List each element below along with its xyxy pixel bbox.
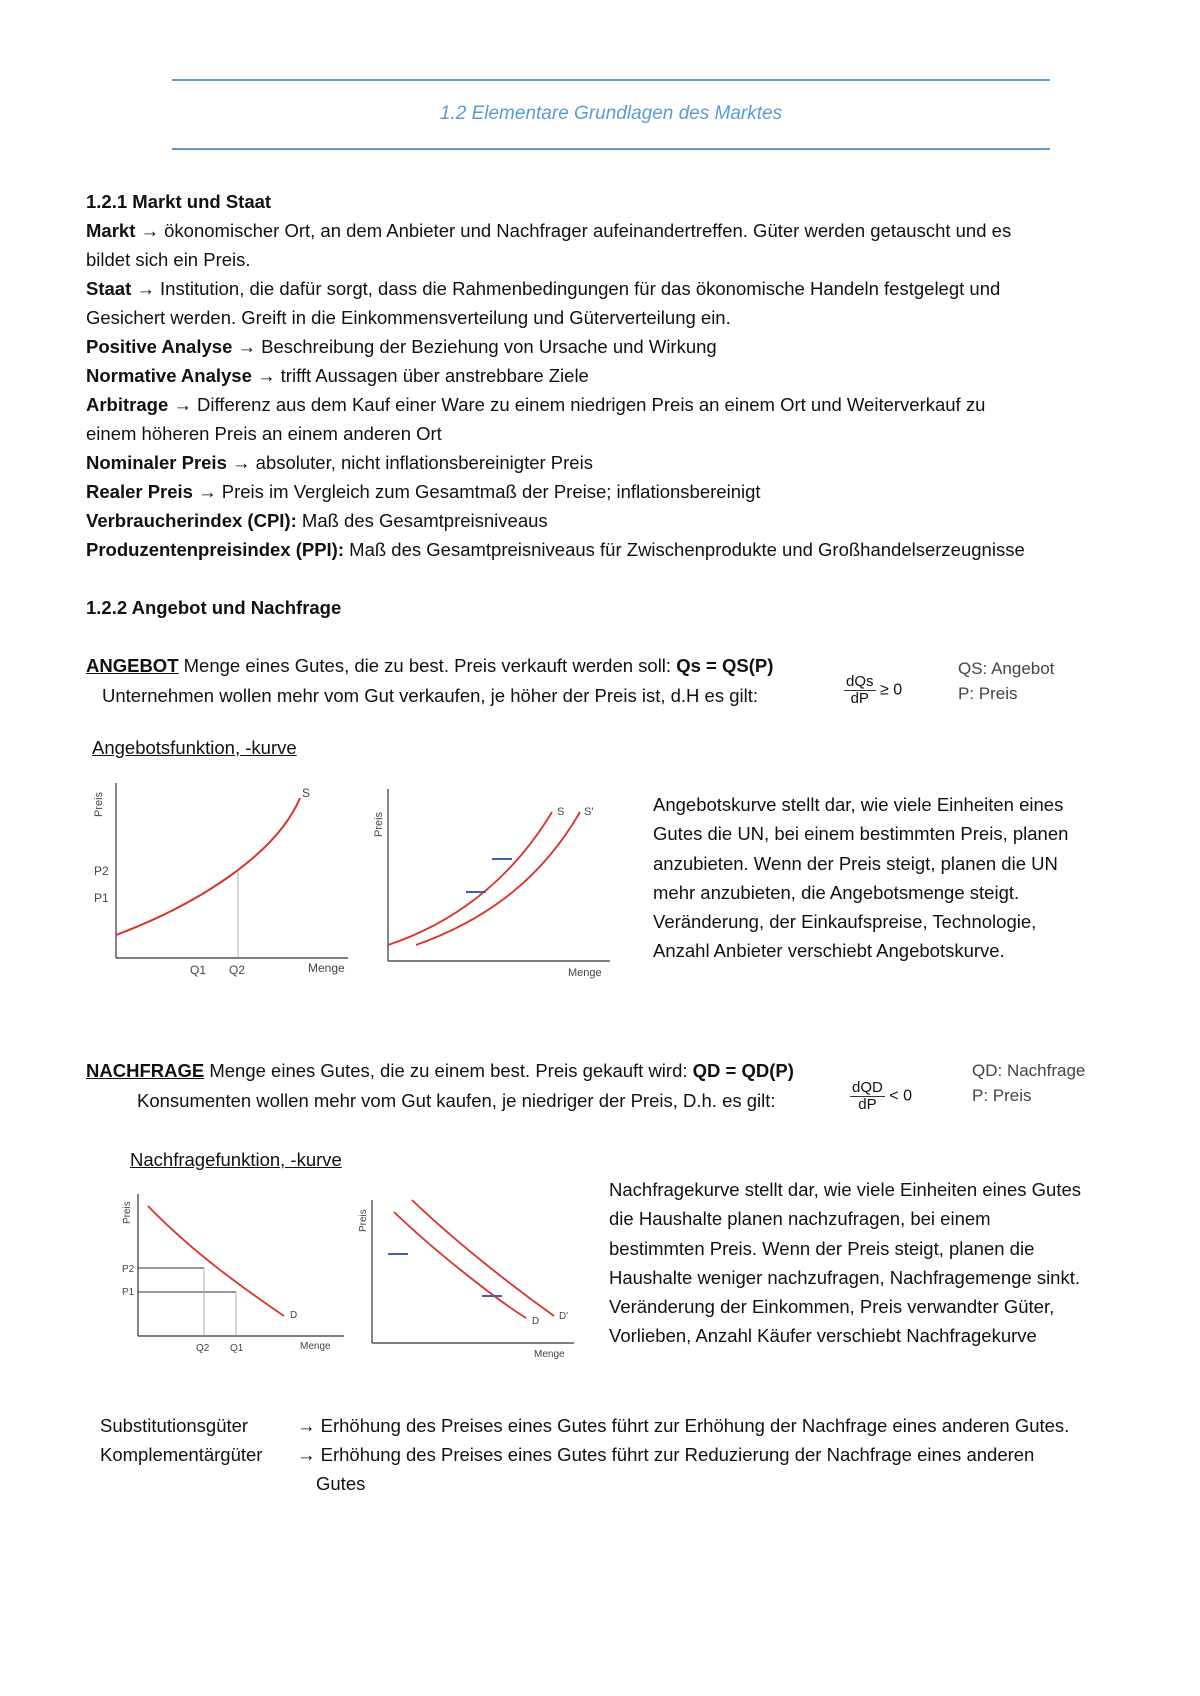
quantity-label-q2: Q2 [229,963,246,977]
term: Arbitrage [86,394,169,415]
arrow-icon: → [237,336,256,357]
curve-label-s: S [557,806,565,818]
definition-markt-cont: bildet sich ein Preis. [86,249,251,270]
description-line: Nachfragekurve stellt dar, wie viele Einheiten eines Gutes [609,1179,1082,1200]
price-label-p2: P2 [94,864,109,878]
demand-curve-d-prime [412,1200,554,1316]
nachfragefunktion-title: Nachfragefunktion, -kurve [130,1149,342,1170]
arrow-icon: → [232,452,251,473]
description-line: Anzahl Anbieter verschiebt Angebotskurve. [653,940,1005,962]
term: Nominaler Preis [86,452,227,473]
definition-ppi [86,539,1025,561]
y-axis-label: Preis [122,1201,133,1224]
curve-label-d: D [532,1316,540,1327]
y-axis-label: Preis [373,811,385,837]
substitutionsgueter-definition [297,1415,1069,1437]
fraction-numerator: dQs [846,673,874,690]
nachfrage-rule: Konsumenten wollen mehr vom Gut kaufen, je niedriger der Preis, D.h. es gilt: [137,1090,776,1111]
relation: < 0 [889,1087,912,1105]
definition-text: Maß des Gesamtpreisniveaus [301,510,548,531]
demand-curve-d [394,1212,526,1318]
description-line: Veränderung, der Einkaufspreise, Technologie, [653,911,1037,933]
y-axis-label: Preis [93,791,105,817]
definition-text: trifft Aussagen über anstrebbare Ziele [280,365,589,386]
definition-markt [86,220,1011,242]
definition-text: Erhöhung des Preises eines Gutes führt zur Erhöhung der Nachfrage eines anderen Gutes. [320,1415,1070,1436]
legend-quantity: QD: Nachfrage [972,1061,1086,1080]
definition-arbitrage [86,394,985,416]
quantity-label-q1: Q1 [230,1343,244,1354]
angebot-definition [86,655,773,677]
description-line: Gutes die UN, bei einem bestimmten Preis, planen [653,823,1069,845]
y-axis-label: Preis [358,1209,369,1232]
formula: Qs = QS(P) [676,655,774,676]
supply-curve-s [116,798,300,935]
legend-quantity: QS: Angebot [958,659,1055,678]
definition-text: Erhöhung des Preises eines Gutes führt zur Reduzierung der Nachfrage eines anderen [320,1444,1035,1465]
description-line: mehr anzubieten, die Angebotsmenge steigt. [653,881,1020,903]
derivative-fraction [850,1080,885,1113]
term: Normative Analyse [86,365,252,386]
definition-staat-cont: Gesichert werden. Greift in die Einkommensverteilung und Güterverteilung ein. [86,307,731,328]
definition-text: Menge eines Gutes, die zu einem best. Preis gekauft wird: [209,1060,688,1081]
komplementaergueter-definition-cont: Gutes [316,1473,366,1494]
term: ANGEBOT [86,655,179,676]
term: Staat [86,278,132,299]
definition-text: ökonomischer Ort, an dem Anbieter und Nachfrager aufeinandertreffen. Güter werden getauscht und es [164,220,1012,241]
supply-curve-chart [86,775,376,980]
supply-shift-chart [368,775,618,985]
term: NACHFRAGE [86,1060,205,1081]
angebot-rule: Unternehmen wollen mehr vom Gut verkaufen, je höher der Preis ist, d.H es gilt: [102,685,759,706]
definition-text: absoluter, nicht inflationsbereinigter Preis [255,452,593,473]
fraction-denominator: dP [858,1096,877,1113]
nachfrage-legend [972,1058,1085,1108]
arrow-icon: → [297,1444,316,1465]
description-line: die Haushalte planen nachzufragen, bei einem [609,1208,991,1230]
curve-label-s-prime: S' [584,806,594,818]
header-rule-bottom [172,148,1050,150]
term: Produzentenpreisindex (PPI): [86,539,345,560]
quantity-label-q2: Q2 [196,1343,210,1354]
derivative-fraction [844,674,876,707]
price-label-p1: P1 [94,891,109,905]
definition-text: Maß des Gesamtpreisniveaus für Zwischenprodukte und Großhandelserzeugnisse [349,539,1025,560]
komplementaergueter-definition [297,1444,1034,1466]
x-axis-label: Menge [300,1341,331,1352]
definition-arbitrage-cont: einem höheren Preis an einem anderen Ort [86,423,442,444]
curve-label-s: S [302,786,311,800]
x-axis-label: Menge [568,967,602,979]
section-heading-angebot-nachfrage: 1.2.2 Angebot und Nachfrage [86,597,342,618]
demand-curve-chart [108,1188,348,1363]
term: Verbraucherindex (CPI): [86,510,297,531]
description-line: bestimmten Preis. Wenn der Preis steigt, planen die [609,1237,1035,1259]
definition-text: Beschreibung der Beziehung von Ursache und Wirkung [261,336,717,357]
quantity-label-q1: Q1 [190,963,207,977]
relation: ≥ 0 [879,681,903,699]
term: Realer Preis [86,481,193,502]
angebot-legend [958,656,1054,706]
definition-text: Institution, die dafür sorgt, dass die Rahmenbedingungen für das ökonomische Handeln festgelegt und [160,278,1001,299]
price-label-p2: P2 [122,1264,135,1275]
komplementaergueter-term: Komplementärgüter [100,1444,263,1465]
definition-cpi [86,510,548,532]
definition-positive-analyse [86,336,717,358]
supply-curve-s-prime [416,812,580,945]
legend-price: P: Preis [958,684,1018,703]
arrow-icon: → [136,278,155,299]
angebot-description [653,790,1068,966]
page-header: 1.2 Elementare Grundlagen des Marktes [439,103,783,124]
description-line: Angebotskurve stellt dar, wie viele Einheiten eines [653,794,1064,815]
description-line: Veränderung der Einkommen, Preis verwandter Güter, [609,1296,1055,1318]
definition-nominaler-preis [86,452,593,474]
header-rule-top [172,79,1050,81]
fraction-numerator: dQD [852,1079,883,1096]
fraction-denominator: dP [850,690,869,707]
description-line: anzubieten. Wenn der Preis steigt, planen die UN [653,852,1058,874]
term: Positive Analyse [86,336,233,357]
arrow-icon: → [297,1415,316,1436]
curve-label-d-prime: D' [559,1311,569,1322]
arrow-icon: → [198,481,217,502]
formula: QD = QD(P) [692,1060,794,1081]
curve-label-d: D [290,1310,298,1321]
price-label-p1: P1 [122,1287,135,1298]
x-axis-label: Menge [534,1349,565,1360]
demand-curve-d [148,1206,284,1316]
definition-text: Differenz aus dem Kauf einer Ware zu einem niedrigen Preis an einem Ort und Weiterverkauf zu [197,394,986,415]
nachfrage-derivative [850,1080,912,1113]
x-axis-label: Menge [308,961,345,975]
description-line: Vorlieben, Anzahl Käufer verschiebt Nachfragekurve [609,1325,1037,1347]
nachfrage-description [609,1175,1081,1351]
term: Markt [86,220,136,241]
angebot-derivative [844,674,902,707]
nachfrage-definition [86,1060,794,1082]
definition-normative-analyse [86,365,589,387]
definition-text: Preis im Vergleich zum Gesamtmaß der Preise; inflationsbereinigt [221,481,761,502]
definition-text: Menge eines Gutes, die zu best. Preis verkauft werden soll: [183,655,672,676]
substitutionsgueter-term: Substitutionsgüter [100,1415,249,1436]
arrow-icon: → [140,220,159,241]
arrow-icon: → [257,365,276,386]
description-line: Haushalte weniger nachzufragen, Nachfragemenge sinkt. [609,1266,1081,1288]
definition-staat [86,278,1000,300]
angebotsfunktion-title: Angebotsfunktion, -kurve [92,737,297,758]
demand-shift-chart [352,1188,580,1373]
arrow-icon: → [173,394,192,415]
section-heading-markt-staat: 1.2.1 Markt und Staat [86,191,272,212]
definition-realer-preis [86,481,761,503]
legend-price: P: Preis [972,1086,1032,1105]
